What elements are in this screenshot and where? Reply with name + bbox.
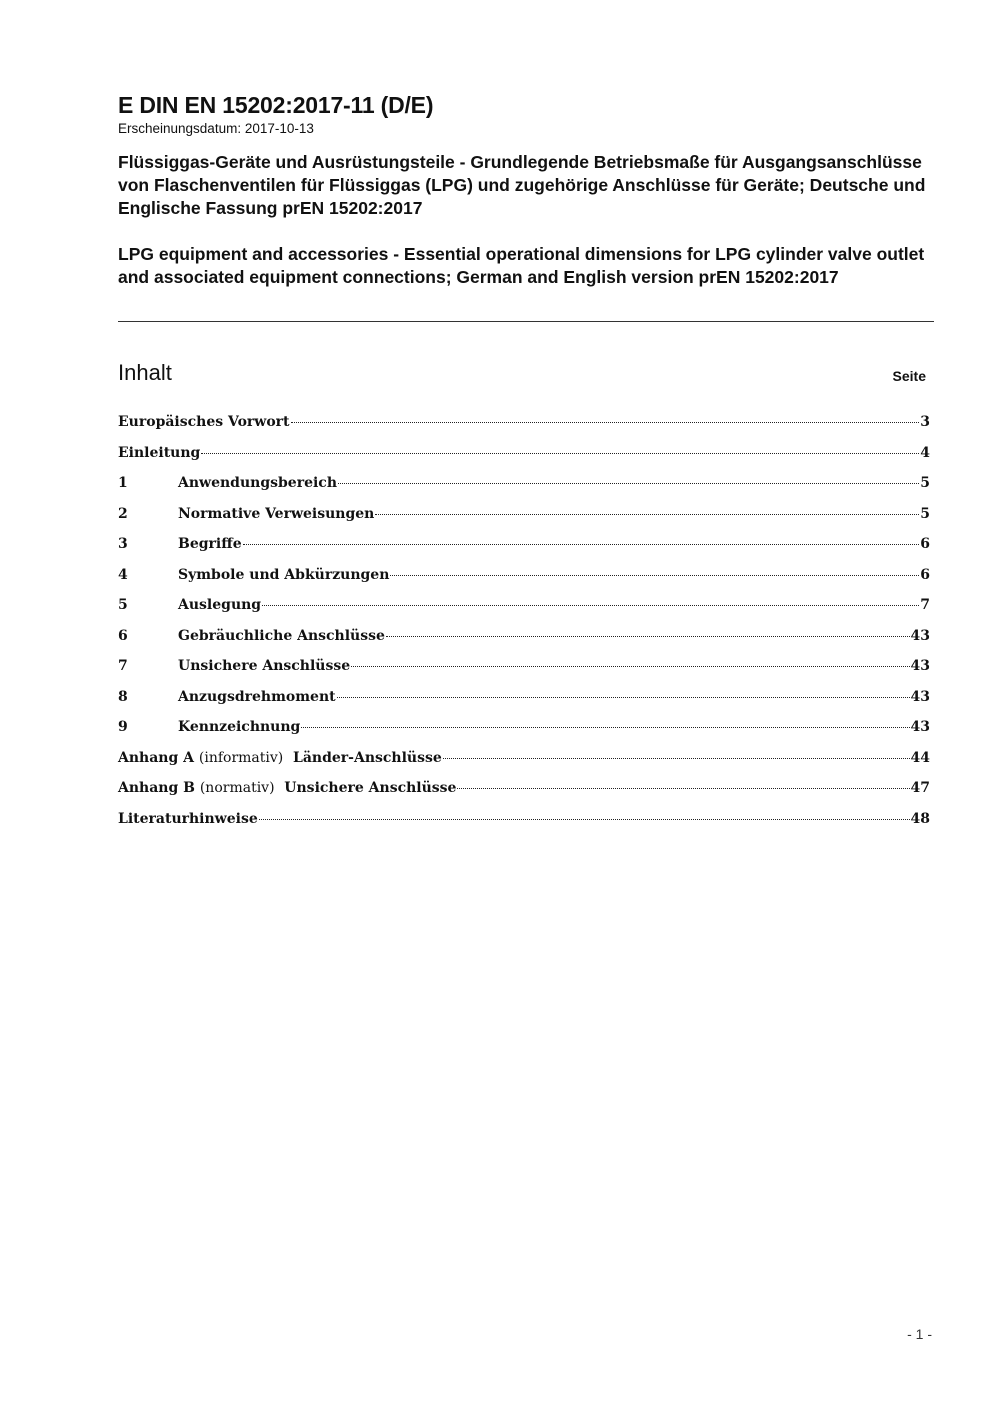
toc-entry-number: 4 xyxy=(118,566,128,583)
toc-entry-marking[interactable] xyxy=(118,719,930,750)
toc-entry-annex-a[interactable] xyxy=(118,750,930,781)
document-header xyxy=(118,90,934,289)
toc-leader xyxy=(291,422,920,423)
toc-leader xyxy=(386,636,910,637)
toc-leader xyxy=(337,697,910,698)
toc-entry-page: 7 xyxy=(920,597,930,613)
toc-entry-title: Unsichere Anschlüsse xyxy=(178,658,351,674)
release-date: Erscheinungsdatum: 2017-10-13 xyxy=(118,121,314,136)
toc-leader xyxy=(443,758,910,759)
toc-entry-page: 43 xyxy=(910,719,930,735)
document-number: E DIN EN 15202:2017-11 (D/E) xyxy=(118,92,434,118)
toc-entry-title: Europäisches Vorwort xyxy=(118,414,290,430)
toc-entry-number: 6 xyxy=(118,627,128,644)
page-number: - 1 - xyxy=(907,1326,932,1342)
toc-leader xyxy=(351,666,909,667)
toc-leader xyxy=(375,514,919,515)
toc-entry-number: 7 xyxy=(118,658,128,674)
toc-entry-number: 1 xyxy=(118,475,128,491)
toc-entry-annex-b[interactable] xyxy=(118,780,930,811)
toc-entry-title: Symbole und Abkürzungen xyxy=(178,566,390,583)
toc-leader xyxy=(262,605,919,606)
annex-title: Unsichere Anschlüsse xyxy=(274,780,457,796)
title-german: Flüssiggas-Geräte und Ausrüstungsteile - Grundlegende Betriebsmaße für Ausgangsanschlüsse von Flaschenventilen für Flüssiggas (LPG) und zugehörige Anschlüsse für Geräte; Deutsche und Englische Fassung prEN 15202:2017 xyxy=(118,152,926,218)
toc-entry-number: 2 xyxy=(118,505,128,522)
annex-label: Anhang B xyxy=(118,780,200,796)
toc-entry-title: Begriffe xyxy=(178,536,242,552)
toc-title: Inhalt xyxy=(118,360,172,385)
toc-entry-bibliography[interactable] xyxy=(118,811,930,842)
toc-leader xyxy=(301,727,909,728)
toc-entry-title: Anwendungsbereich xyxy=(178,475,337,491)
toc-entry-title: Einleitung xyxy=(118,444,201,461)
toc-entry-symbols[interactable] xyxy=(118,567,930,598)
toc-entry-page: 6 xyxy=(920,536,930,552)
toc-entry-number: 8 xyxy=(118,688,128,705)
annex-type: (informativ) xyxy=(198,749,284,766)
toc-entry-title: Normative Verweisungen xyxy=(178,505,375,522)
annex-type: (normativ) xyxy=(199,780,275,796)
toc-entry-number: 5 xyxy=(118,597,128,613)
toc-entry-unsafe-connections[interactable] xyxy=(118,658,930,689)
title-english: LPG equipment and accessories - Essential operational dimensions for LPG cylinder valve outlet and associated equipment connections; German and English version prEN 15202:2017 xyxy=(118,244,925,287)
toc-heading xyxy=(118,358,926,390)
toc-entry-page: 44 xyxy=(910,749,930,766)
toc-leader xyxy=(201,453,919,454)
toc-leader xyxy=(338,483,919,484)
toc-entry-common-connections[interactable] xyxy=(118,628,930,659)
toc-leader xyxy=(390,575,919,576)
toc-entry-page: 5 xyxy=(920,475,930,491)
toc-entry-page: 5 xyxy=(920,505,930,522)
toc-entry-page: 43 xyxy=(910,688,930,705)
toc-entry-scope[interactable] xyxy=(118,475,930,506)
toc-entry-tightening-torque[interactable] xyxy=(118,689,930,720)
toc-entry-normative-references[interactable] xyxy=(118,506,930,537)
toc-entry-title xyxy=(118,780,456,796)
header-divider xyxy=(118,321,934,322)
toc-entry-page: 3 xyxy=(920,414,930,430)
toc-entry-page: 43 xyxy=(910,627,930,644)
toc-entry-title: Gebräuchliche Anschlüsse xyxy=(178,627,385,644)
annex-label: Anhang A xyxy=(118,749,199,766)
toc-entry-title: Anzugsdrehmoment xyxy=(178,688,336,705)
toc-entry-page: 48 xyxy=(910,810,930,827)
toc-leader xyxy=(457,788,909,789)
toc-leader xyxy=(259,819,910,820)
toc-entry-european-foreword[interactable] xyxy=(118,414,930,445)
toc-entry-page: 6 xyxy=(920,566,930,583)
toc-entry-page: 47 xyxy=(910,780,930,796)
toc-entry-design[interactable] xyxy=(118,597,930,628)
toc-page-label: Seite xyxy=(892,368,926,384)
toc-entry-title: Kennzeichnung xyxy=(178,719,301,735)
annex-title: Länder-Anschlüsse xyxy=(283,749,442,766)
toc-entry-introduction[interactable] xyxy=(118,445,930,476)
toc-entry-number: 3 xyxy=(118,536,128,552)
toc-entry-terms[interactable] xyxy=(118,536,930,567)
toc-entry-title: Literaturhinweise xyxy=(118,810,258,827)
toc-entry-page: 43 xyxy=(910,658,930,674)
toc-entry-page: 4 xyxy=(920,444,930,461)
toc-entry-title xyxy=(118,750,442,766)
table-of-contents xyxy=(118,414,930,841)
toc-leader xyxy=(243,544,920,545)
toc-entry-title: Auslegung xyxy=(178,597,262,613)
toc-entry-number: 9 xyxy=(118,719,128,735)
